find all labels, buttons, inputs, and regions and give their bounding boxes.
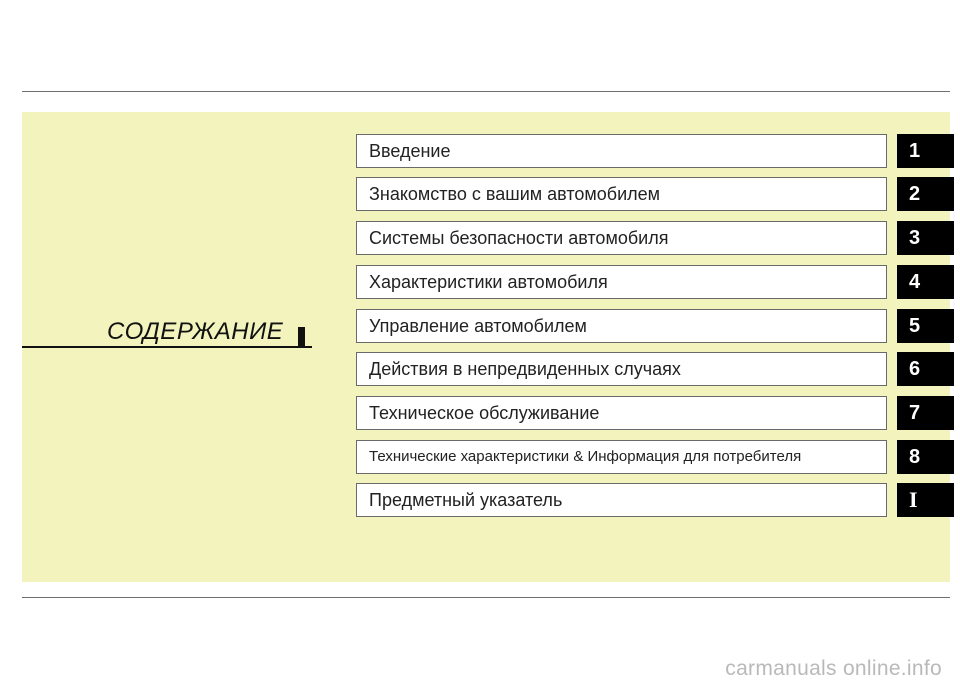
toc-item-label[interactable]: Техническое обслуживание bbox=[356, 396, 887, 430]
toc-item-specifications[interactable] bbox=[356, 440, 954, 476]
toc-item-tab[interactable]: 3 bbox=[897, 221, 954, 255]
toc-item-maintenance[interactable] bbox=[356, 396, 954, 432]
toc-heading-bar bbox=[298, 327, 305, 347]
toc-item-index[interactable] bbox=[356, 483, 954, 519]
toc-item-features[interactable] bbox=[356, 265, 954, 301]
toc-item-tab[interactable]: 2 bbox=[897, 177, 954, 211]
toc-item-tab[interactable]: 5 bbox=[897, 309, 954, 343]
toc-item-introduction[interactable] bbox=[356, 134, 954, 170]
toc-item-getting-to-know[interactable] bbox=[356, 177, 954, 213]
bottom-rule bbox=[22, 597, 950, 598]
toc-item-tab[interactable]: 8 bbox=[897, 440, 954, 474]
toc-item-label[interactable]: Введение bbox=[356, 134, 887, 168]
toc-item-label[interactable]: Знакомство с вашим автомобилем bbox=[356, 177, 887, 211]
toc-heading-underline bbox=[22, 346, 312, 348]
top-rule bbox=[22, 91, 950, 92]
toc-item-emergency[interactable] bbox=[356, 352, 954, 388]
watermark-text: carmanuals online.info bbox=[725, 657, 942, 680]
toc-item-label[interactable]: Управление автомобилем bbox=[356, 309, 887, 343]
toc-item-safety-systems[interactable] bbox=[356, 221, 954, 257]
toc-item-tab[interactable]: 7 bbox=[897, 396, 954, 430]
toc-item-label[interactable]: Характеристики автомобиля bbox=[356, 265, 887, 299]
toc-item-label[interactable]: Технические характеристики & Информация для потребителя bbox=[356, 440, 887, 474]
toc-item-tab[interactable]: I bbox=[897, 483, 954, 517]
toc-item-driving[interactable] bbox=[356, 309, 954, 345]
toc-item-tab[interactable]: 4 bbox=[897, 265, 954, 299]
toc-item-tab[interactable]: 6 bbox=[897, 352, 954, 386]
toc-item-label[interactable]: Системы безопасности автомобиля bbox=[356, 221, 887, 255]
toc-item-label[interactable]: Предметный указатель bbox=[356, 483, 887, 517]
toc-heading: СОДЕРЖАНИЕ bbox=[107, 318, 284, 345]
toc-item-tab[interactable]: 1 bbox=[897, 134, 954, 168]
toc-item-label[interactable]: Действия в непредвиденных случаях bbox=[356, 352, 887, 386]
